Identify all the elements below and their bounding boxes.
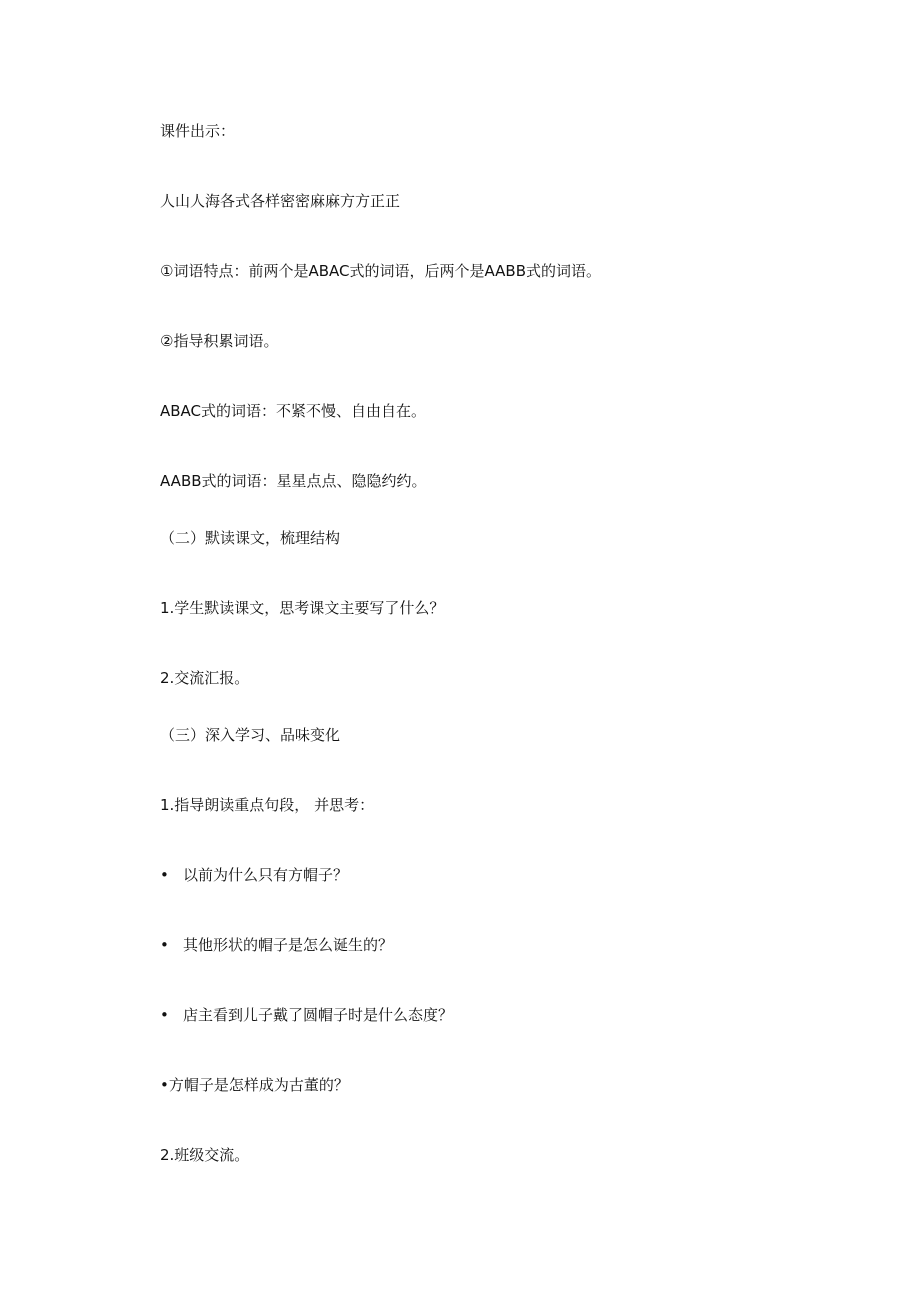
step-silent-reading: 1.学生默读课文，思考课文主要写了什么？ [160, 599, 445, 617]
courseware-heading: 课件出示： [160, 122, 236, 140]
bullet-marker: • [160, 866, 169, 884]
antique-question: •方帽子是怎样成为古董的？ [160, 1076, 349, 1094]
abac-words: ABAC式的词语：不紧不慢、自由自在。 [160, 402, 427, 420]
step-report: 2.交流汇报。 [160, 669, 250, 687]
step-read-aloud: 1.指导朗读重点句段， 并思考： [160, 796, 375, 814]
aabb-words: AABB式的词语：星星点点、隐隐约约。 [160, 472, 427, 490]
list-item-text: 其他形状的帽子是怎么诞生的？ [183, 936, 394, 954]
bullet-marker: • [160, 1006, 169, 1024]
list-item [160, 935, 393, 955]
word-feature-note: ①词语特点：前两个是ABAC式的词语，后两个是AABB式的词语。 [160, 262, 601, 280]
accumulate-words-note: ②指导积累词语。 [160, 332, 279, 350]
section-three-heading: （三）深入学习、品味变化 [160, 726, 341, 744]
word-list: 人山人海各式各样密密麻麻方方正正 [160, 192, 401, 210]
list-item [160, 865, 348, 885]
list-item-text: 以前为什么只有方帽子？ [183, 866, 349, 884]
list-item-text: 店主看到儿子戴了圆帽子时是什么态度？ [183, 1006, 454, 1024]
bullet-marker: • [160, 936, 169, 954]
step-class-exchange: 2.班级交流。 [160, 1146, 250, 1164]
section-two-heading: （二）默读课文，梳理结构 [160, 529, 341, 547]
list-item [160, 1005, 453, 1025]
